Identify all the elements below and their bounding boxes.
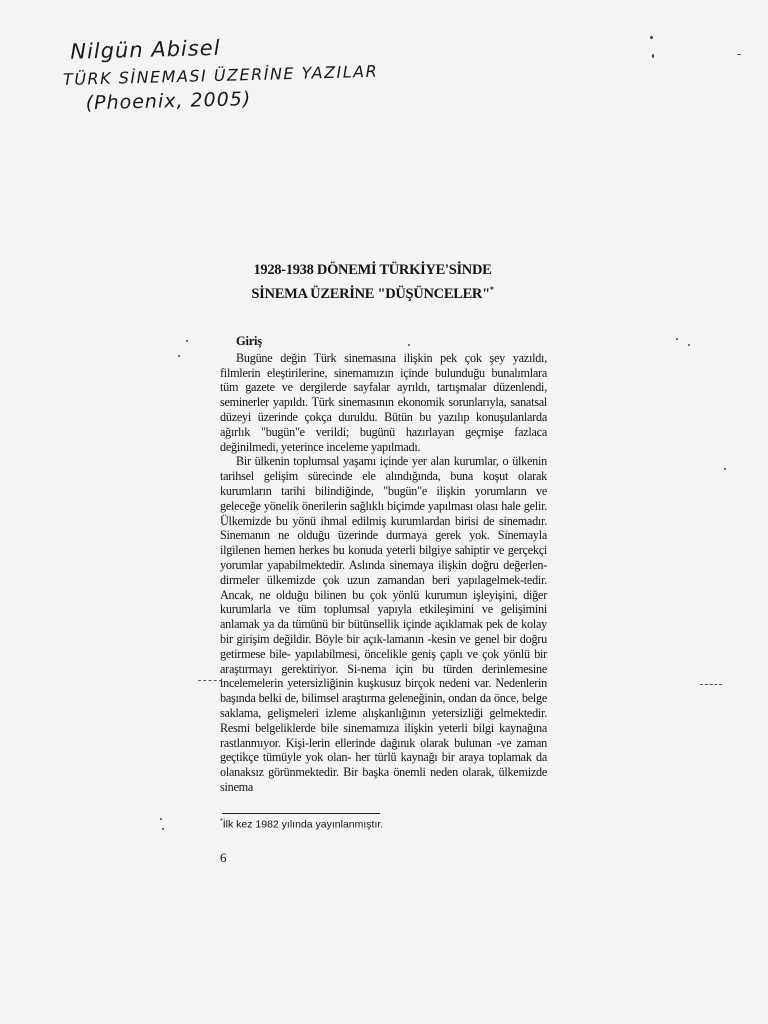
- scan-dash-mark: [700, 684, 722, 685]
- footnote-divider: [222, 813, 380, 814]
- scan-dash-mark: [198, 680, 222, 681]
- footnote-text: İlk kez 1982 yılında yayınlanmıştır.: [222, 818, 384, 831]
- scan-speck: [737, 54, 741, 55]
- footnote-marker: *: [220, 818, 223, 825]
- handwritten-book-title: TÜRK SİNEMASI ÜZERİNE YAZILAR: [62, 61, 379, 89]
- section-heading: Giriş: [236, 334, 262, 348]
- page-number: 6: [220, 850, 227, 865]
- scan-speck: [162, 828, 164, 830]
- scan-speck: [676, 338, 678, 340]
- scan-speck: [160, 818, 162, 820]
- article-title: [200, 260, 545, 304]
- article-title-line-2-text: SİNEMA ÜZERİNE "DÜŞÜNCELER": [251, 285, 490, 302]
- handwritten-note: [62, 31, 404, 115]
- footnote: [220, 818, 550, 831]
- article-title-line-2: [200, 280, 545, 304]
- handwritten-author: Nilgün Abisel: [69, 35, 221, 64]
- scan-speck: [724, 468, 726, 470]
- article-title-line-1: 1928-1938 DÖNEMİ TÜRKİYE'SİNDE: [253, 262, 492, 278]
- title-footnote-marker: *: [489, 285, 494, 294]
- scan-speck: [186, 340, 188, 342]
- scan-speck: [178, 355, 180, 357]
- paragraph-1: Bugüne değin Türk sinemasına ilişkin pek çok şey yazıldı, filmlerin eleştirilerine, sinemamızın içinde bulunduğu bunalımlara tüm gazete ve dergilerde sayfalar ayrıldı, tartışmalar düzenlendi, seminerler yapıldı. Türk sinemasının ekonomik sorunlarıyla, sanatsal düzeyi üzerinde çokça duruldu. Bütün bu yazılıp konuşulanlarda ağırlık "bugün"e verildi; bugünü hazırlayan geçmişe fazlaca değinilmedi, yeterince inceleme yapılmadı.: [220, 350, 547, 454]
- article-body: [220, 334, 547, 795]
- scan-speck: [408, 344, 410, 346]
- scan-speck: [652, 54, 654, 58]
- paragraph-2: Bir ülkenin toplumsal yaşamı içinde yer alan kurumlar, o ülkenin tarihsel gelişim sürecinde ele alındığında, buna koşut olarak kurumların tarihi bilindiğinde, "bugün"e ilişkin yorumların ve geleceğe yönelik önerilerin sağlıklı biçimde yapılması olası hale gelir. Ülkemizde bu yönü ihmal edilmiş kurumlardan birisi de sinemadır. Sinemanın ne olduğu üzerinde durmaya gerek yok. Sinemayla ilgilenen hemen herkes bu konuda yeterli bilgiye sahiptir ve gerçekçi yorumlar yapabilmektedir. Aslında sinemaya ilişkin doğru değerlen-dirmeler ülkemizde çok uzun zamandan beri yapılagelmek-tedir. Ancak, ne olduğu bilinen bu çok yönlü kurumun işleyişini, diğer kurumlarla ve tüm toplumsal yapıyla etkileşimini ve gelişimini anlamak ya da tümünü bir bütünsellik içinde açıklamak pek de kolay bir girişim değildir. Böyle bir açık-lamanın -kesin ve genel bir doğru getirmese bile- yapılabilmesi, öncelikle geniş çaplı ve çok yönlü bir araştırmayı gerektiriyor. Si-nema için bu türden derinlemesine incelemelerin yetersizliğinin kuşkusuz birçok nedeni var. Nedenlerin başında belki de, bilimsel araştırma geleneğinin, ondan da önce, belge saklama, gelişmeleri izleme alışkanlığının yetersizliği gelmektedir. Resmi belgeliklerde bile sinemamıza ilişkin yeterli bilgi kaynağına rastlanmıyor. Kişi-lerin ellerinde dağınık olarak bulunan -ve zaman geçtikçe tümüyle yok olan- her türlü kaynağı bir araya toplamak da olanaksız görünmektedir. Bir başka önemli neden olarak, ülkemizde sinema: [220, 454, 547, 794]
- handwritten-publisher: (Phoenix, 2005): [85, 88, 252, 115]
- scan-speck: [688, 344, 690, 346]
- scan-speck: [650, 36, 653, 39]
